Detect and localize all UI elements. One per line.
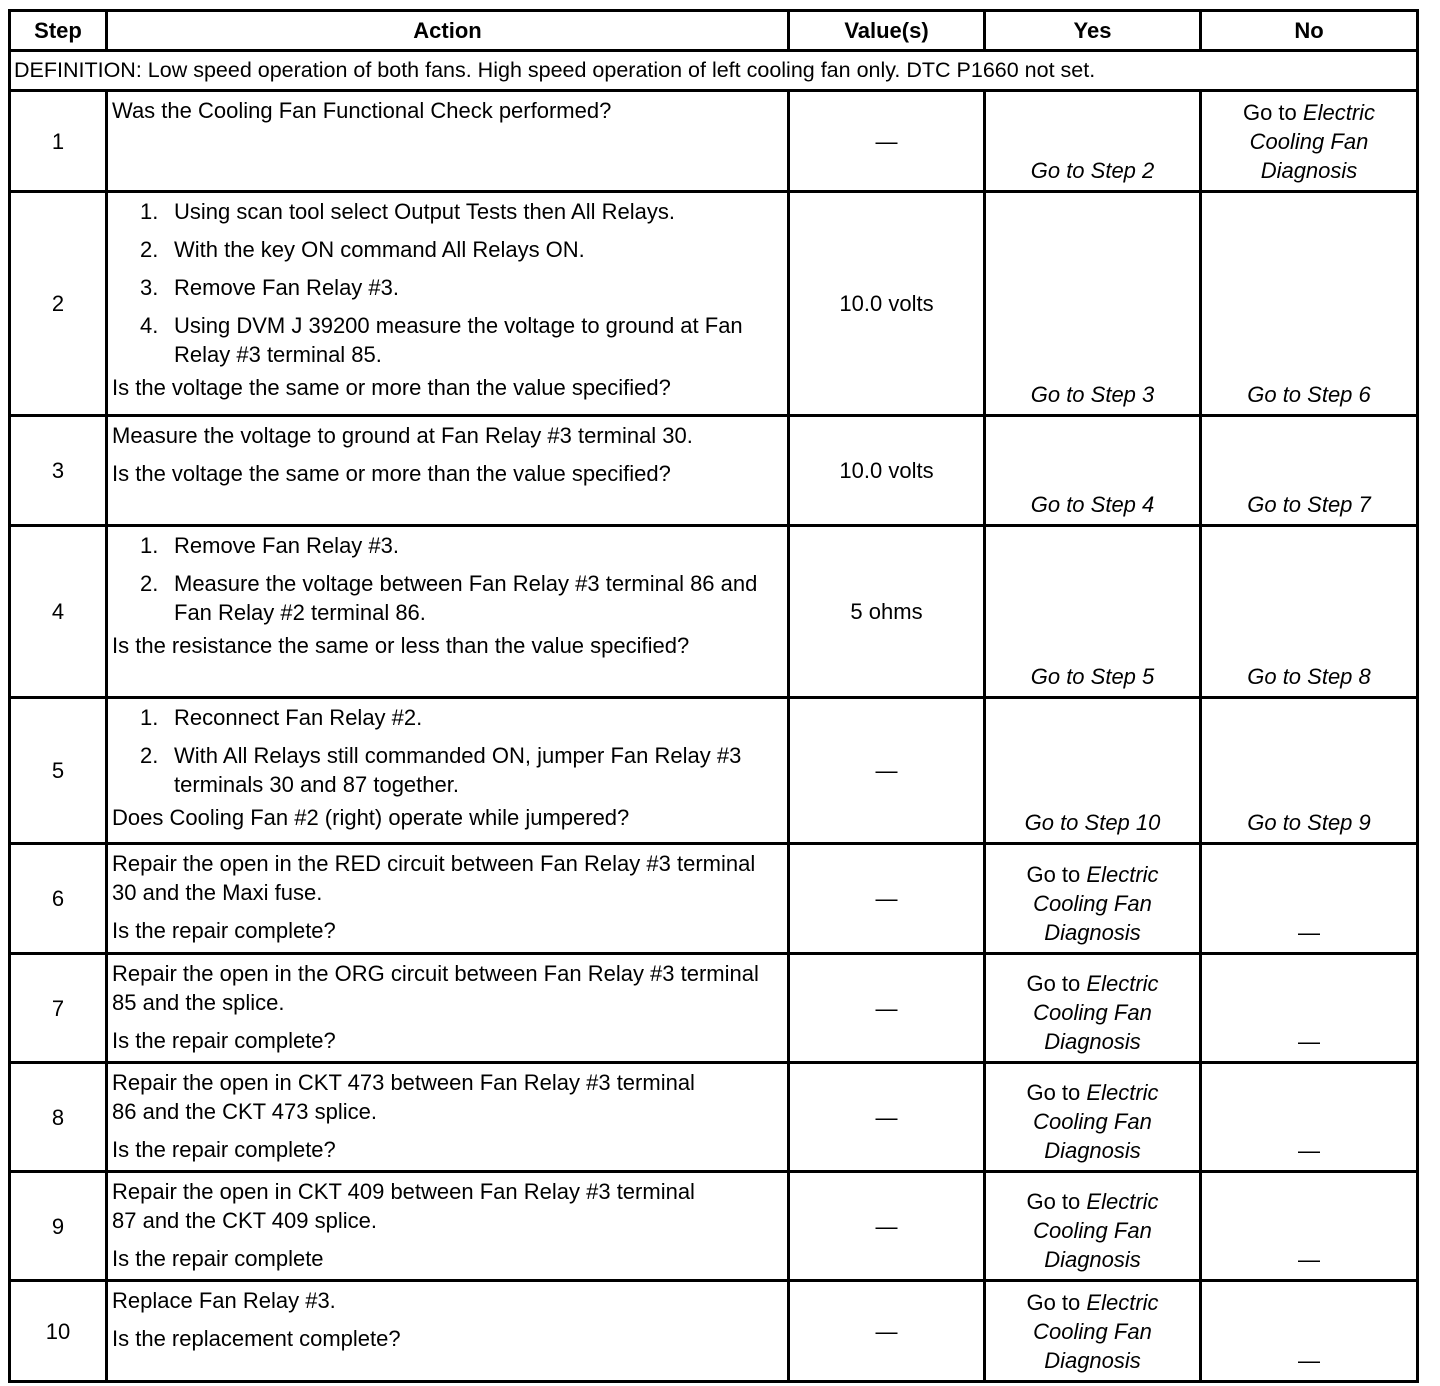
step-number: 8 bbox=[10, 1063, 107, 1172]
table-row bbox=[10, 954, 1418, 1063]
action-paragraph: Measure the voltage to ground at Fan Relay #3 terminal 30. bbox=[112, 423, 693, 448]
yes-cell: Go to Step 4 bbox=[985, 416, 1201, 526]
list-item bbox=[112, 311, 781, 369]
step-number: 7 bbox=[10, 954, 107, 1063]
yes-diag-ref-1: Electric bbox=[1086, 1290, 1159, 1315]
table-row bbox=[10, 192, 1418, 416]
value-cell: — bbox=[789, 698, 985, 844]
no-cell: — bbox=[1201, 1281, 1418, 1382]
action-list bbox=[112, 531, 781, 627]
action-question: Is the repair complete bbox=[112, 1246, 324, 1271]
table-row bbox=[10, 698, 1418, 844]
yes-diag-ref-3: Diagnosis bbox=[1044, 1138, 1141, 1163]
step-number: 1 bbox=[10, 91, 107, 192]
value-cell: — bbox=[789, 844, 985, 954]
item-number: 1. bbox=[140, 705, 159, 730]
header-row bbox=[10, 11, 1418, 51]
value-cell: 10.0 volts bbox=[789, 416, 985, 526]
step-number: 3 bbox=[10, 416, 107, 526]
yes-cell bbox=[985, 1281, 1201, 1382]
action-question: Is the repair complete? bbox=[112, 1028, 336, 1053]
action-question: Is the repair complete? bbox=[112, 918, 336, 943]
value-cell: — bbox=[789, 1281, 985, 1382]
table-row bbox=[10, 1281, 1418, 1382]
item-text: With the key ON command All Relays ON. bbox=[174, 237, 585, 262]
definition-text: DEFINITION: Low speed operation of both fans. High speed operation of left cooling fan only. DTC P1660 not set. bbox=[10, 51, 1418, 91]
action-cell bbox=[107, 526, 789, 698]
yes-diag-ref-1: Electric bbox=[1086, 862, 1159, 887]
action-question: Is the voltage the same or more than the value specified? bbox=[112, 461, 671, 486]
action-cell bbox=[107, 698, 789, 844]
action-paragraph: Replace Fan Relay #3. bbox=[112, 1288, 336, 1313]
step-number: 9 bbox=[10, 1172, 107, 1281]
yes-cell bbox=[985, 1063, 1201, 1172]
list-item bbox=[112, 531, 781, 560]
no-diag-ref-1: Electric bbox=[1302, 100, 1376, 125]
action-question: Does Cooling Fan #2 (right) operate while jumpered? bbox=[112, 805, 630, 830]
no-cell: Go to Step 9 bbox=[1201, 698, 1418, 844]
list-item bbox=[112, 197, 781, 226]
yes-diag-ref-3: Diagnosis bbox=[1044, 1247, 1141, 1272]
diagnostic-table bbox=[8, 9, 1419, 1383]
yes-go-to: Go to bbox=[1026, 1290, 1081, 1315]
table-row bbox=[10, 844, 1418, 954]
item-number: 2. bbox=[140, 237, 159, 262]
no-diag-ref-2: Cooling Fan bbox=[1249, 129, 1369, 154]
no-cell: — bbox=[1201, 1063, 1418, 1172]
step-number: 10 bbox=[10, 1281, 107, 1382]
yes-cell: Go to Step 10 bbox=[985, 698, 1201, 844]
no-cell: — bbox=[1201, 954, 1418, 1063]
header-no: No bbox=[1201, 11, 1418, 51]
step-number: 4 bbox=[10, 526, 107, 698]
yes-diag-ref-2: Cooling Fan bbox=[1033, 891, 1152, 916]
action-list bbox=[112, 703, 781, 799]
item-number: 4. bbox=[140, 313, 159, 338]
item-number: 1. bbox=[140, 199, 159, 224]
no-cell: Go to Step 8 bbox=[1201, 526, 1418, 698]
list-item bbox=[112, 703, 781, 732]
item-text: Reconnect Fan Relay #2. bbox=[174, 705, 423, 730]
yes-diag-ref-2: Cooling Fan bbox=[1033, 1000, 1152, 1025]
value-cell: — bbox=[789, 91, 985, 192]
action-question: Is the voltage the same or more than the value specified? bbox=[112, 375, 671, 400]
item-number: 3. bbox=[140, 275, 159, 300]
item-text: Using DVM J 39200 measure the voltage to ground at Fan Relay #3 terminal 85. bbox=[174, 313, 743, 367]
item-text: Measure the voltage between Fan Relay #3 terminal 86 and Fan Relay #2 terminal 86. bbox=[174, 571, 758, 625]
table-row bbox=[10, 1063, 1418, 1172]
value-cell: 5 ohms bbox=[789, 526, 985, 698]
action-cell bbox=[107, 1063, 789, 1172]
yes-diag-ref-3: Diagnosis bbox=[1044, 920, 1141, 945]
value-cell: 10.0 volts bbox=[789, 192, 985, 416]
header-step: Step bbox=[10, 11, 107, 51]
action-cell bbox=[107, 192, 789, 416]
no-cell bbox=[1201, 91, 1418, 192]
no-cell: — bbox=[1201, 1172, 1418, 1281]
no-cell: Go to Step 7 bbox=[1201, 416, 1418, 526]
yes-diag-ref-2: Cooling Fan bbox=[1033, 1319, 1152, 1344]
step-number: 6 bbox=[10, 844, 107, 954]
action-cell bbox=[107, 91, 789, 192]
action-question: Is the repair complete? bbox=[112, 1137, 336, 1162]
list-item bbox=[112, 741, 781, 799]
yes-diag-ref-3: Diagnosis bbox=[1044, 1348, 1141, 1373]
list-item bbox=[112, 235, 781, 264]
no-diag-ref-3: Diagnosis bbox=[1260, 158, 1358, 183]
yes-cell bbox=[985, 844, 1201, 954]
step-number: 5 bbox=[10, 698, 107, 844]
yes-cell: Go to Step 3 bbox=[985, 192, 1201, 416]
action-cell bbox=[107, 416, 789, 526]
definition-row bbox=[10, 51, 1418, 91]
yes-go-to: Go to bbox=[1026, 971, 1081, 996]
item-number: 1. bbox=[140, 533, 159, 558]
yes-diag-ref-1: Electric bbox=[1086, 1189, 1159, 1214]
action-cell bbox=[107, 1281, 789, 1382]
yes-diag-ref-2: Cooling Fan bbox=[1033, 1218, 1152, 1243]
table-row bbox=[10, 526, 1418, 698]
item-number: 2. bbox=[140, 743, 159, 768]
action-paragraph: Repair the open in the ORG circuit between Fan Relay #3 terminal 85 and the splice. bbox=[112, 961, 759, 1015]
table-row bbox=[10, 91, 1418, 192]
action-question: Is the resistance the same or less than the value specified? bbox=[112, 633, 690, 658]
yes-go-to: Go to bbox=[1026, 1189, 1081, 1214]
step-number: 2 bbox=[10, 192, 107, 416]
yes-diag-ref-3: Diagnosis bbox=[1044, 1029, 1141, 1054]
table-row bbox=[10, 1172, 1418, 1281]
value-cell: — bbox=[789, 1172, 985, 1281]
no-cell: — bbox=[1201, 844, 1418, 954]
yes-cell bbox=[985, 954, 1201, 1063]
action-cell bbox=[107, 1172, 789, 1281]
yes-go-to: Go to bbox=[1026, 862, 1081, 887]
action-paragraph: Repair the open in CKT 409 between Fan Relay #3 terminal 87 and the CKT 409 splice. bbox=[112, 1179, 695, 1233]
action-question: Is the replacement complete? bbox=[112, 1326, 401, 1351]
yes-diag-ref-1: Electric bbox=[1086, 1080, 1159, 1105]
list-item bbox=[112, 569, 781, 627]
action-list bbox=[112, 197, 781, 369]
yes-go-to: Go to bbox=[1026, 1080, 1081, 1105]
yes-cell bbox=[985, 1172, 1201, 1281]
yes-cell: Go to Step 2 bbox=[985, 91, 1201, 192]
item-text: Remove Fan Relay #3. bbox=[174, 275, 399, 300]
header-values: Value(s) bbox=[789, 11, 985, 51]
value-cell: — bbox=[789, 1063, 985, 1172]
action-paragraph: Repair the open in CKT 473 between Fan Relay #3 terminal 86 and the CKT 473 splice. bbox=[112, 1070, 695, 1124]
item-number: 2. bbox=[140, 571, 159, 596]
header-action: Action bbox=[107, 11, 789, 51]
item-text: Using scan tool select Output Tests then All Relays. bbox=[174, 199, 675, 224]
no-go-to: Go to bbox=[1242, 100, 1297, 125]
value-cell: — bbox=[789, 954, 985, 1063]
item-text: With All Relays still commanded ON, jumper Fan Relay #3 terminals 30 and 87 together. bbox=[174, 743, 742, 797]
table-row bbox=[10, 416, 1418, 526]
no-cell: Go to Step 6 bbox=[1201, 192, 1418, 416]
item-text: Remove Fan Relay #3. bbox=[174, 533, 399, 558]
action-question: Was the Cooling Fan Functional Check performed? bbox=[112, 98, 612, 123]
action-paragraph: Repair the open in the RED circuit between Fan Relay #3 terminal 30 and the Maxi fuse. bbox=[112, 851, 756, 905]
yes-diag-ref-2: Cooling Fan bbox=[1033, 1109, 1152, 1134]
action-cell bbox=[107, 954, 789, 1063]
list-item bbox=[112, 273, 781, 302]
yes-diag-ref-1: Electric bbox=[1086, 971, 1159, 996]
yes-cell: Go to Step 5 bbox=[985, 526, 1201, 698]
action-cell bbox=[107, 844, 789, 954]
header-yes: Yes bbox=[985, 11, 1201, 51]
